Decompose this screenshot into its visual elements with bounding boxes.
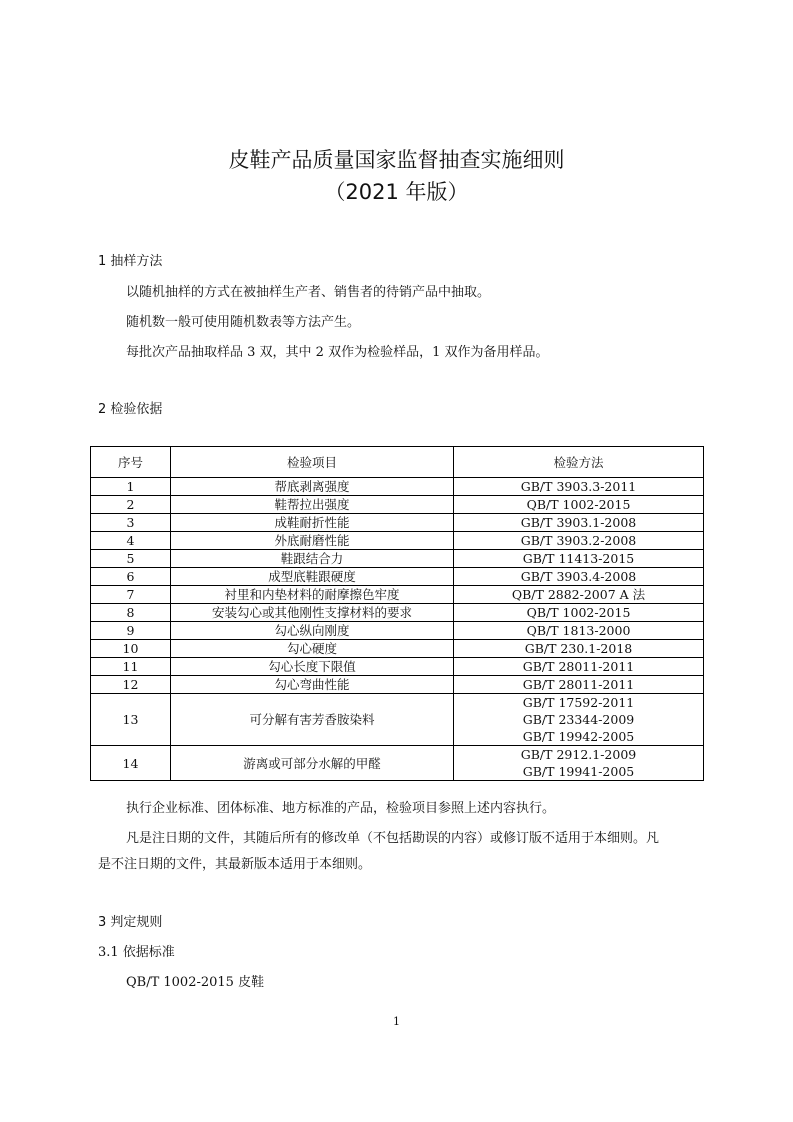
table-row (91, 550, 704, 568)
cell-item: 鞋跟结合力 (171, 550, 454, 568)
cell-method (454, 622, 704, 640)
cell-no: 2 (91, 496, 171, 514)
table-row (91, 568, 704, 586)
cell-item: 衬里和内垫材料的耐摩擦色牢度 (171, 586, 454, 604)
cell-method (454, 568, 704, 586)
cell-method (454, 658, 704, 676)
cell-method (454, 550, 704, 568)
cell-no: 8 (91, 604, 171, 622)
cell-item: 外底耐磨性能 (171, 532, 454, 550)
section1-paragraph: 随机数一般可使用随机数表等方法产生。 (126, 315, 361, 330)
cell-method (454, 746, 704, 781)
table-row (91, 658, 704, 676)
note-standards: 执行企业标准、团体标准、地方标准的产品，检验项目参照上述内容执行。 (126, 801, 556, 816)
cell-item: 勾心弯曲性能 (171, 676, 454, 694)
cell-method (454, 478, 704, 496)
cell-item: 帮底剥离强度 (171, 478, 454, 496)
note-undated-references: 是不注日期的文件，其最新版本适用于本细则。 (98, 857, 372, 872)
method-line: GB/T 19942-2005 (522, 729, 635, 744)
method-line: GB/T 28011-2011 (522, 659, 635, 674)
method-line: GB/T 11413-2015 (522, 551, 635, 566)
cell-item: 可分解有害芳香胺染料 (171, 694, 454, 746)
table-row (91, 586, 704, 604)
table-row (91, 514, 704, 532)
header-no: 序号 (91, 447, 171, 478)
cell-method (454, 496, 704, 514)
cell-no: 5 (91, 550, 171, 568)
table-row (91, 496, 704, 514)
cell-method (454, 640, 704, 658)
cell-method (454, 676, 704, 694)
cell-item: 勾心硬度 (171, 640, 454, 658)
cell-item: 勾心长度下限值 (171, 658, 454, 676)
method-line: QB/T 1002-2015 (526, 605, 631, 620)
section3-subheading: 3.1 依据标准 (98, 945, 175, 960)
method-line: GB/T 2912.1-2009 (520, 747, 637, 762)
table-header-row (91, 447, 704, 478)
cell-method (454, 694, 704, 746)
reference-standard: QB/T 1002-2015 皮鞋 (126, 975, 265, 990)
method-line: GB/T 230.1-2018 (524, 641, 633, 656)
page-number: 1 (393, 1015, 400, 1028)
method-line: GB/T 3903.3-2011 (520, 479, 637, 494)
method-line: QB/T 1002-2015 (526, 497, 631, 512)
inspection-table (90, 446, 704, 781)
cell-no: 11 (91, 658, 171, 676)
table-row (91, 640, 704, 658)
cell-no: 3 (91, 514, 171, 532)
cell-no: 7 (91, 586, 171, 604)
cell-no: 1 (91, 478, 171, 496)
table-row (91, 532, 704, 550)
cell-no: 13 (91, 694, 171, 746)
note-dated-references: 凡是注日期的文件，其随后所有的修改单（不包括勘误的内容）或修订版不适用于本细则。凡 (126, 831, 660, 846)
cell-no: 12 (91, 676, 171, 694)
table-row (91, 604, 704, 622)
method-line: QB/T 1813-2000 (526, 623, 631, 638)
cell-no: 6 (91, 568, 171, 586)
cell-no: 14 (91, 746, 171, 781)
cell-item: 安装勾心或其他刚性支撑材料的要求 (171, 604, 454, 622)
header-item: 检验项目 (171, 447, 454, 478)
cell-item: 鞋帮拉出强度 (171, 496, 454, 514)
document-subtitle: （2021 年版） (324, 180, 469, 204)
header-method: 检验方法 (454, 447, 704, 478)
cell-method (454, 604, 704, 622)
cell-no: 10 (91, 640, 171, 658)
method-line: QB/T 2882-2007 A 法 (511, 587, 646, 602)
cell-method (454, 586, 704, 604)
cell-method (454, 532, 704, 550)
section1-paragraph: 以随机抽样的方式在被抽样生产者、销售者的待销产品中抽取。 (126, 285, 491, 300)
cell-item: 勾心纵向刚度 (171, 622, 454, 640)
method-line: GB/T 28011-2011 (522, 677, 635, 692)
table-row (91, 478, 704, 496)
section3-heading: 3 判定规则 (98, 915, 163, 930)
cell-no: 4 (91, 532, 171, 550)
method-line: GB/T 17592-2011 (522, 695, 635, 710)
method-line: GB/T 23344-2009 (522, 712, 635, 727)
table-row (91, 694, 704, 746)
cell-no: 9 (91, 622, 171, 640)
section2-heading: 2 检验依据 (98, 402, 163, 417)
cell-item: 游离或可部分水解的甲醛 (171, 746, 454, 781)
table-row (91, 746, 704, 781)
method-line: GB/T 3903.4-2008 (520, 569, 637, 584)
method-line: GB/T 19941-2005 (522, 764, 635, 779)
cell-item: 成型底鞋跟硬度 (171, 568, 454, 586)
method-line: GB/T 3903.1-2008 (520, 515, 637, 530)
section1-heading: 1 抽样方法 (98, 254, 163, 269)
method-line: GB/T 3903.2-2008 (520, 533, 637, 548)
cell-method (454, 514, 704, 532)
section1-paragraph: 每批次产品抽取样品 3 双，其中 2 双作为检验样品，1 双作为备用样品。 (126, 345, 549, 360)
document-title: 皮鞋产品质量国家监督抽查实施细则 (228, 148, 565, 172)
cell-item: 成鞋耐折性能 (171, 514, 454, 532)
table-row (91, 676, 704, 694)
table-row (91, 622, 704, 640)
